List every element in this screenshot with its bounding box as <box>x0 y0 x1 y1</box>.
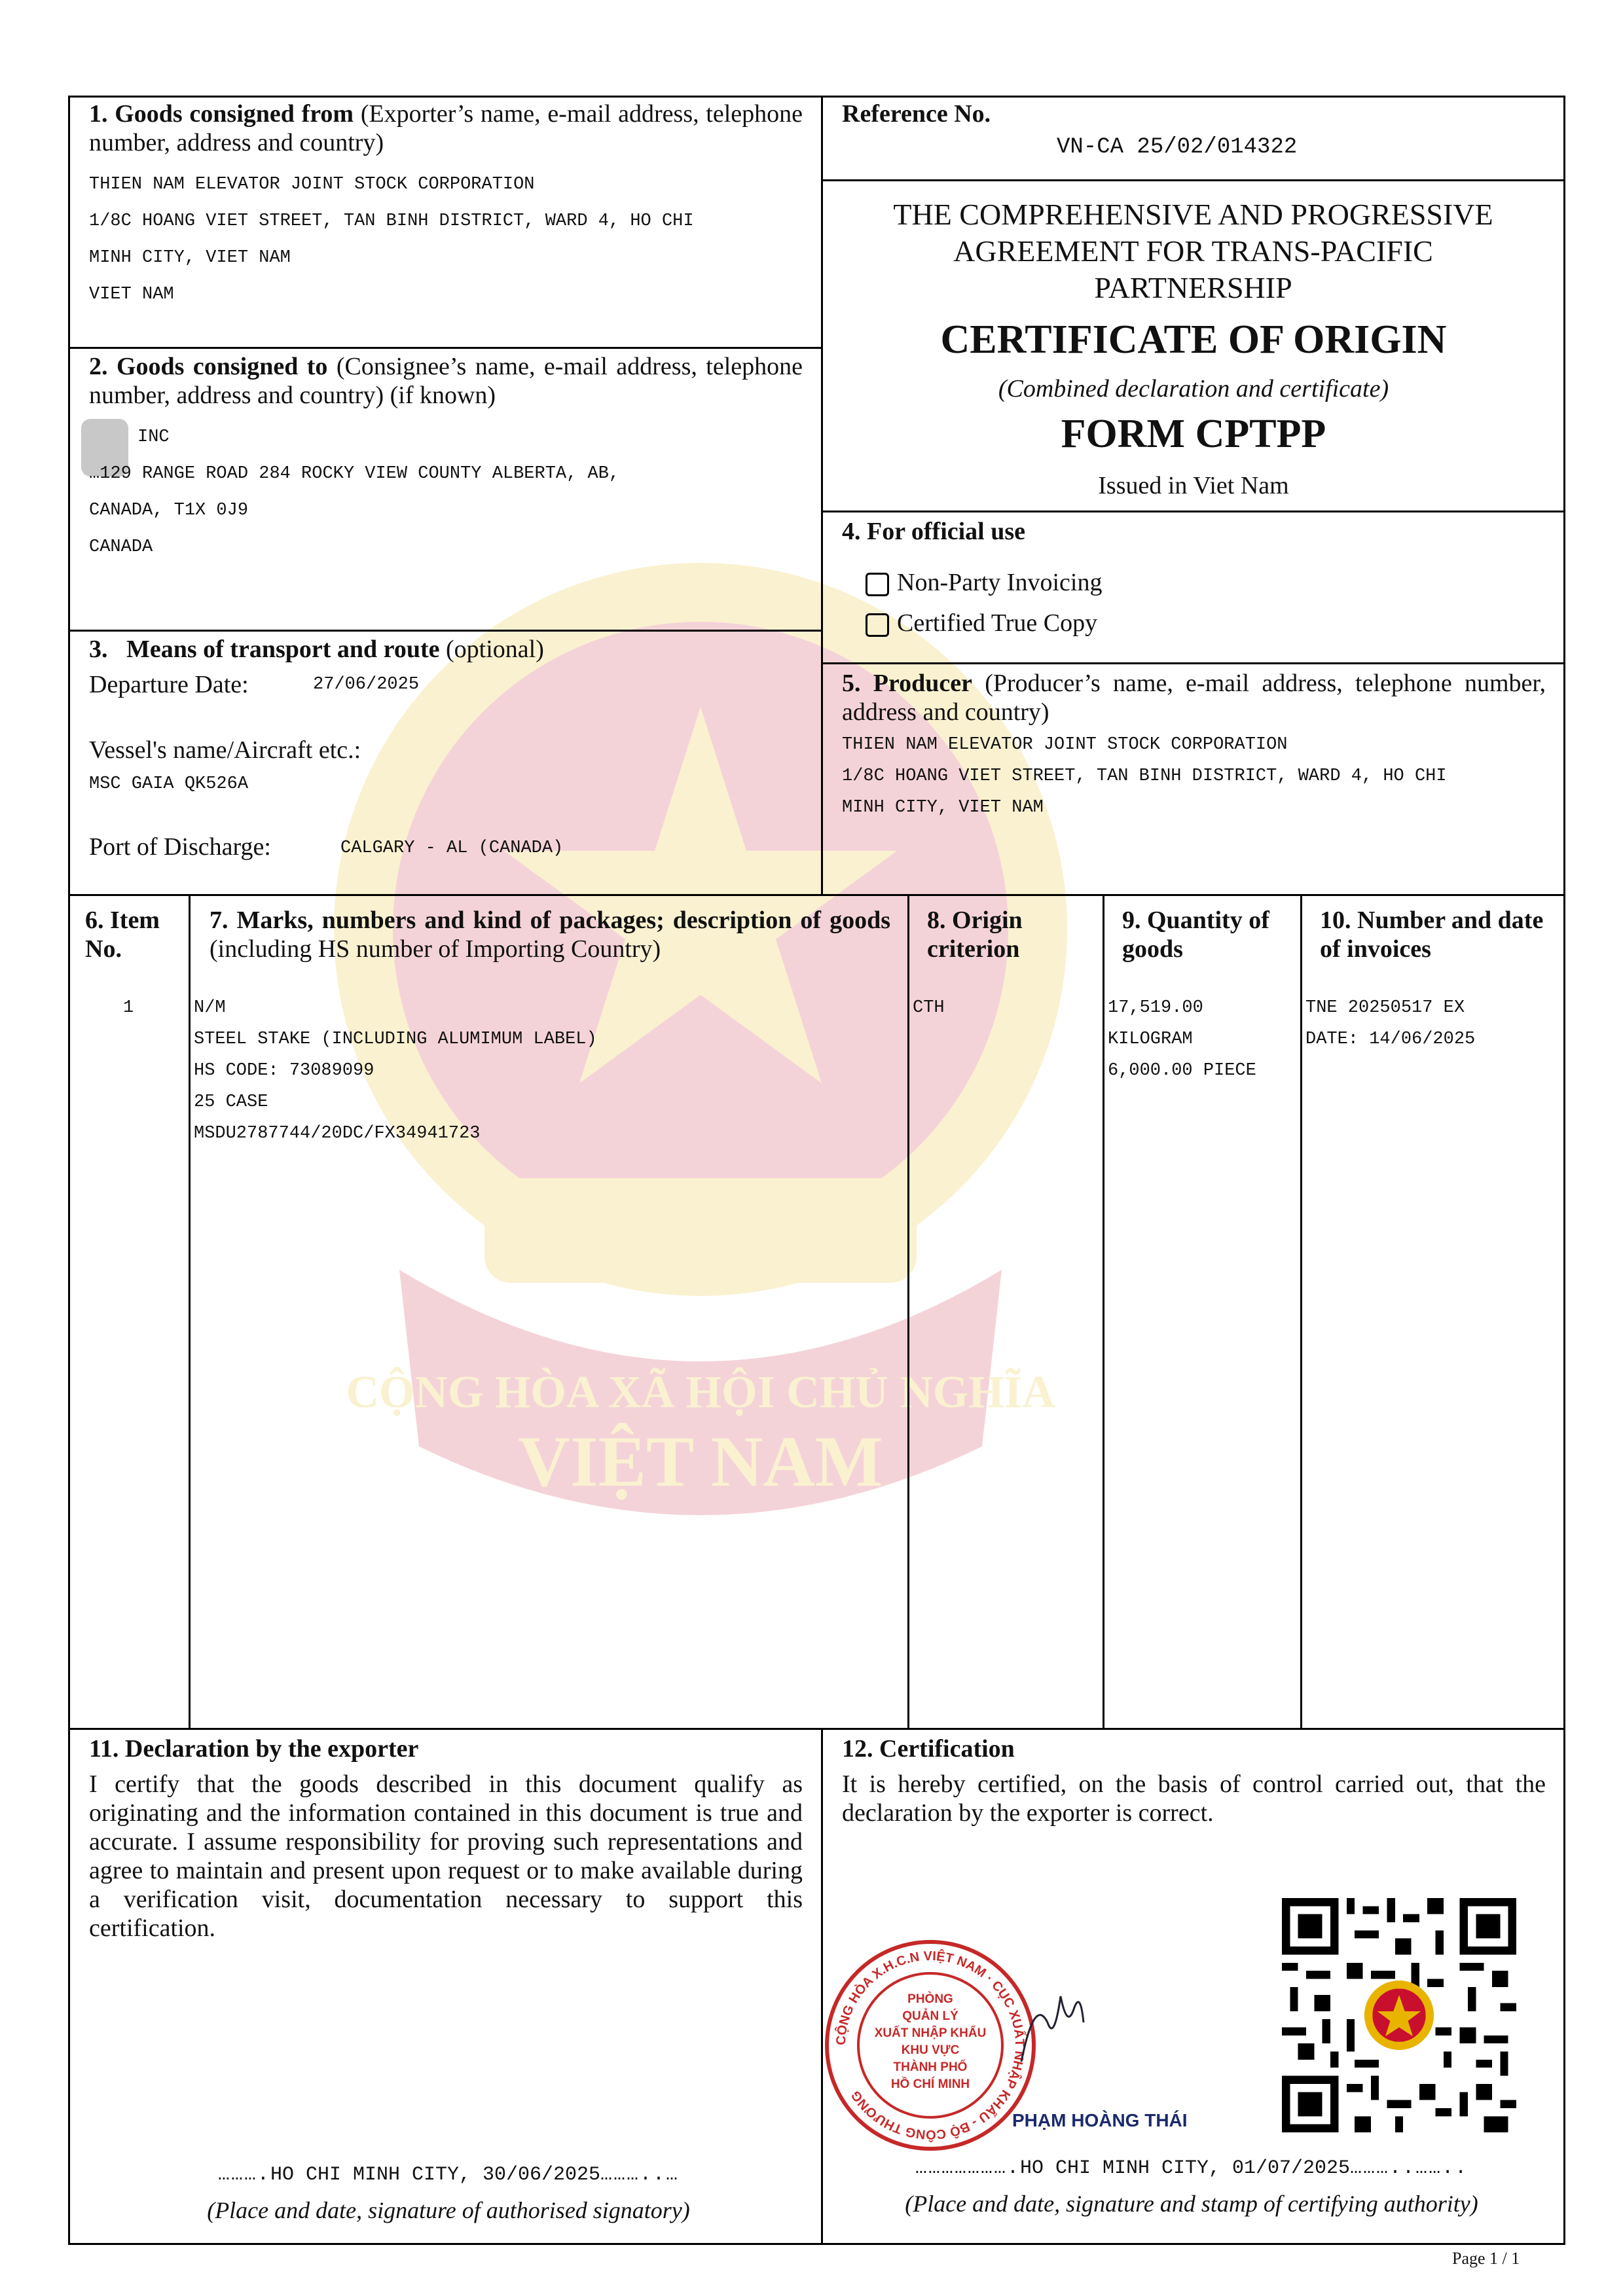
stamp-line: KHU VỰC <box>901 2043 960 2057</box>
box4-label: 4. For official use <box>842 518 1026 545</box>
goods-line: N/M <box>194 998 226 1018</box>
dotted-leader: ………..…….. <box>1350 2157 1468 2179</box>
box3-label-bold: Means of transport and route <box>126 636 440 663</box>
form-title: FORM CPTPP <box>1061 412 1326 456</box>
divider-goods-bottom <box>68 1728 1565 1730</box>
divider-col9 <box>1300 894 1302 1729</box>
producer-address <box>842 729 1562 823</box>
exporter-caption: (Place and date, signature of authorised signatory) <box>207 2197 690 2223</box>
certificate-title: CERTIFICATE OF ORIGIN <box>940 317 1447 362</box>
col-invoices-header: 10. Number and date of invoices <box>1320 906 1544 963</box>
col-origin-header: 8. Origin criterion <box>927 906 1023 963</box>
departure-date: 27/06/2025 <box>313 675 420 694</box>
certificate-subtitle: (Combined declaration and certificate) <box>998 375 1389 403</box>
box2-label <box>89 352 803 410</box>
certification-text: It is hereby certified, on the basis of control carried out, that the declaration by the exporter is correct. <box>842 1770 1546 1827</box>
exporter-line: MINH CITY, VIET NAM <box>89 248 291 268</box>
goods-line: STEEL STAKE (INCLUDING ALUMIMUM LABEL) <box>194 1030 597 1049</box>
divider-col6 <box>189 894 191 1729</box>
divider-goods-top <box>68 894 1565 896</box>
vessel-label: Vessel's name/Aircraft etc.: <box>89 736 361 764</box>
watermark-text-top: CỘNG HÒA XÃ HỘI CHỦ NGHĨA <box>346 1367 1055 1418</box>
port-label: Port of Discharge: <box>89 833 271 861</box>
item-number: 1 <box>123 998 134 1018</box>
stamp-line: HỒ CHÍ MINH <box>890 2077 970 2091</box>
box3-label-num: 3. <box>89 636 108 663</box>
producer-line: 1/8C HOANG VIET STREET, TAN BINH DISTRICT, WARD 4, HO CHI <box>842 766 1447 786</box>
box5-label-bold: Producer <box>873 670 972 697</box>
checkbox-non-party-invoicing[interactable] <box>866 573 889 596</box>
divider-box1 <box>68 347 823 349</box>
stamp-ring-text: CỘNG HÒA X.H.C.N VIỆT NAM · CỤC XUẤT NHẬP KHẨU - BỘ CÔNG THƯƠNG <box>833 1948 1027 2142</box>
quantity-of-goods <box>1108 992 1256 1086</box>
goods-line: 25 CASE <box>194 1092 268 1112</box>
reference-label: Reference No. <box>842 100 991 128</box>
col-marks-header-bold: 7. Marks, numbers and kind of packages; description of goods <box>210 906 890 934</box>
goods-line: HS CODE: 73089099 <box>194 1061 374 1081</box>
col-marks-header-rest: (including HS number of Importing Country) <box>210 935 661 963</box>
frame-left <box>68 96 70 2245</box>
box1-label-bold: Goods consigned from <box>115 100 354 128</box>
box1-label-num: 1. <box>89 100 108 128</box>
box11-label: 11. Declaration by the exporter <box>89 1735 419 1763</box>
frame-top <box>68 96 1565 98</box>
exporter-line: THIEN NAM ELEVATOR JOINT STOCK CORPORATION <box>89 175 535 194</box>
port-of-discharge: CALGARY - AL (CANADA) <box>340 838 564 858</box>
vessel-name: MSC GAIA QK526A <box>89 774 249 794</box>
frame-right <box>1563 96 1565 2245</box>
consignee-line: …129 RANGE ROAD 284 ROCKY VIEW COUNTY ALBERTA, AB, <box>89 464 620 484</box>
signature-scribble <box>1008 1983 1093 2068</box>
goods-description <box>194 992 597 1149</box>
certifier-place-date-text: HO CHI MINH CITY, 01/07/2025 <box>1019 2157 1351 2179</box>
option-label: Certified True Copy <box>897 609 1098 637</box>
divider-box4 <box>821 662 1565 664</box>
box3-label <box>89 635 803 664</box>
quantity-line: 6,000.00 PIECE <box>1108 1061 1256 1081</box>
exporter-line: VIET NAM <box>89 285 174 304</box>
frame-bottom <box>68 2243 1565 2245</box>
box2-label-bold: Goods consigned to <box>116 353 328 380</box>
goods-line: MSDU2787744/20DC/FX34941723 <box>194 1124 481 1143</box>
box5-label-rest: (Producer’s name, e-mail address, telephone number, address and country) <box>842 670 1546 726</box>
stamp-line: XUẤT NHẬP KHẨU <box>874 2026 987 2040</box>
col-marks-header <box>210 906 890 963</box>
watermark-text-bottom: VIỆT NAM <box>518 1422 883 1501</box>
consignee-line: CANADA <box>89 537 153 557</box>
option-label: Non-Party Invoicing <box>897 569 1103 596</box>
dotted-leader: ………. <box>217 2164 270 2186</box>
option-certified-true-copy[interactable] <box>866 609 1097 637</box>
stamp-line: PHÒNG <box>907 1992 953 2006</box>
stamp-line: QUẢN LÝ <box>902 2009 958 2023</box>
page-number: Page 1 / 1 <box>1452 2249 1520 2268</box>
exporter-declaration: I certify that the goods described in this document qualify as originating and the information contained in this document is true and accurate. I assume responsibility for proving such representations and agree to maintain and present upon request or to make available during a verification visit, documentation necessary to support this certification. <box>89 1770 803 1942</box>
consignee-line: CANADA, T1X 0J9 <box>89 501 249 520</box>
signer-name: PHẠM HOÀNG THÁI <box>1012 2110 1188 2130</box>
official-stamp <box>822 1937 1038 2153</box>
dotted-leader: ………..… <box>600 2164 680 2186</box>
agreement-title: THE COMPREHENSIVE AND PROGRESSIVE AGREEMENT FOR TRANS-PACIFIC PARTNERSHIP <box>893 198 1493 304</box>
box2-label-num: 2. <box>89 353 108 380</box>
option-non-party-invoicing[interactable] <box>866 568 1102 597</box>
box3-label-rest: (optional) <box>446 636 544 663</box>
divider-top-center <box>821 96 823 895</box>
dotted-leader: …………………. <box>915 2157 1020 2179</box>
departure-label: Departure Date: <box>89 671 249 698</box>
box12-label: 12. Certification <box>842 1735 1015 1763</box>
exporter-place-date-text: HO CHI MINH CITY, 30/06/2025 <box>270 2164 601 2186</box>
invoice-details <box>1305 992 1475 1055</box>
consignee-line: INC <box>137 427 170 447</box>
col-quantity-header: 9. Quantity of goods <box>1122 906 1269 963</box>
quantity-line: 17,519.00 <box>1108 998 1203 1018</box>
stamp-line: THÀNH PHỐ <box>893 2060 968 2074</box>
checkbox-certified-true-copy[interactable] <box>866 613 889 637</box>
reference-number: VN-CA 25/02/014322 <box>1057 135 1298 160</box>
producer-line: THIEN NAM ELEVATOR JOINT STOCK CORPORATION <box>842 735 1288 755</box>
exporter-line: 1/8C HOANG VIET STREET, TAN BINH DISTRICT, WARD 4, HO CHI <box>89 211 694 231</box>
divider-col8 <box>1103 894 1104 1729</box>
box5-label <box>842 669 1546 726</box>
divider-title <box>821 511 1565 512</box>
origin-criterion: CTH <box>913 998 945 1018</box>
certifier-caption: (Place and date, signature and stamp of certifying authority) <box>905 2191 1478 2217</box>
quantity-line: KILOGRAM <box>1108 1030 1193 1049</box>
producer-line: MINH CITY, VIET NAM <box>842 798 1044 817</box>
qr-code <box>1282 1898 1516 2132</box>
invoice-line: TNE 20250517 EX <box>1305 998 1465 1018</box>
exporter-place-date <box>98 2164 799 2186</box>
exporter-address <box>89 166 809 313</box>
box1-label-rest: (Exporter’s name, e-mail address, telephone number, address and country) <box>89 100 803 156</box>
divider-col7 <box>907 894 909 1729</box>
issued-in: Issued in Viet Nam <box>1098 472 1289 499</box>
col-item-header: 6. Item No. <box>85 906 160 963</box>
box2-label-rest: (Consignee’s name, e-mail address, telephone number, address and country) (if known) <box>89 353 803 409</box>
divider-ref <box>821 179 1565 181</box>
consignee-address <box>89 419 809 565</box>
invoice-line: DATE: 14/06/2025 <box>1305 1030 1476 1049</box>
divider-box2 <box>68 630 823 632</box>
certifier-place-date <box>831 2157 1552 2179</box>
box1-label <box>89 99 803 157</box>
box5-label-num: 5. <box>842 670 861 697</box>
